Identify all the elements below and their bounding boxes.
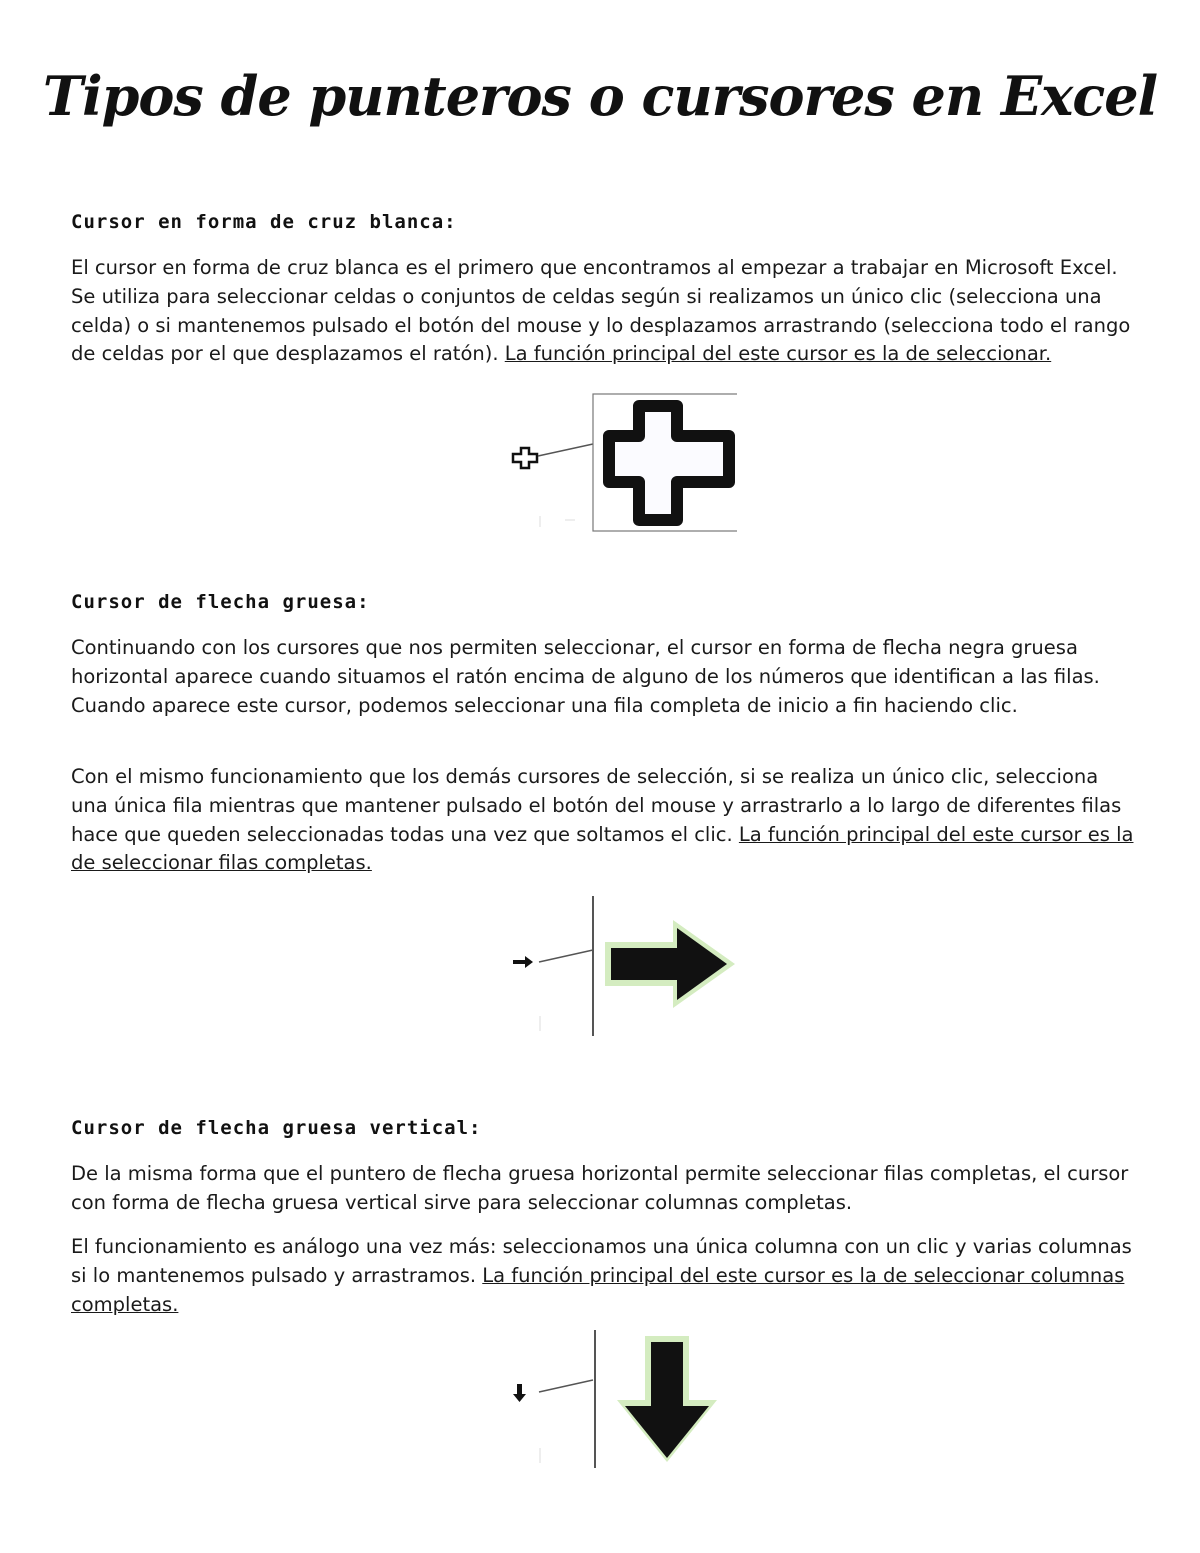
paragraph-text: De la misma forma que el puntero de flecha gruesa horizontal permite seleccionar filas completas, el cursor con forma de flecha gruesa vertical sirve para seleccionar columnas completas.: [71, 1162, 1129, 1214]
thick-right-arrow-cursor-icon: [505, 896, 745, 1038]
white-cross-cursor-icon: [505, 392, 745, 534]
paragraph-text: El funcionamiento es análogo una vez más: seleccionamos una única columna con un clic y varias columnas si lo mantenemos pulsado y arrastramos.: [71, 1235, 1132, 1287]
key-point-underlined: La función principal del este cursor es la de seleccionar filas completas.: [71, 822, 1134, 875]
key-point-underlined: La función principal del este cursor es la de seleccionar columnas completas.: [71, 1263, 1125, 1316]
section-heading-thick-arrow: Cursor de flecha gruesa:: [71, 591, 370, 613]
paragraph-text: Con el mismo funcionamiento que los demás cursores de selección, si se realiza un único clic, selecciona una única fila mientras que mantener pulsado el botón del mouse y arrastrarlo a lo largo de diferentes filas hace que queden seleccionadas todas una vez que soltamos el clic.: [71, 765, 1122, 846]
section-heading-white-cross: Cursor en forma de cruz blanca:: [71, 211, 457, 233]
section-paragraph: [71, 1160, 1136, 1218]
thick-right-arrow-cursor-figure: [505, 896, 745, 1038]
page-title: Tipos de punteros o cursores en Excel: [42, 64, 1158, 128]
section-heading-thick-vertical-arrow: Cursor de flecha gruesa vertical:: [71, 1117, 482, 1139]
key-point-underlined: La función principal del este cursor es la de seleccionar.: [504, 342, 1052, 366]
paragraph-text: Continuando con los cursores que nos permiten seleccionar, el cursor en forma de flecha negra gruesa horizontal aparece cuando situamos el ratón encima de alguno de los números que identifican a las filas. Cuando aparece este cursor, podemos seleccionar una fila completa de inicio a fin haciendo clic.: [71, 636, 1100, 717]
white-cross-cursor-figure: [505, 392, 745, 534]
section-paragraph: [71, 254, 1136, 369]
section-paragraph: [71, 1233, 1136, 1319]
section-paragraph: [71, 763, 1136, 878]
section-paragraph: [71, 634, 1136, 720]
thick-down-arrow-cursor-figure: [505, 1328, 745, 1470]
paragraph-text: El cursor en forma de cruz blanca es el primero que encontramos al empezar a trabajar en Microsoft Excel. Se utiliza para seleccionar celdas o conjuntos de celdas según si realizamos un único clic (selecciona una celda) o si mantenemos pulsado el botón del mouse y lo desplazamos arrastrando (selecciona todo el rango de celdas por el que desplazamos el ratón).: [71, 256, 1131, 366]
thick-down-arrow-cursor-icon: [505, 1328, 745, 1470]
